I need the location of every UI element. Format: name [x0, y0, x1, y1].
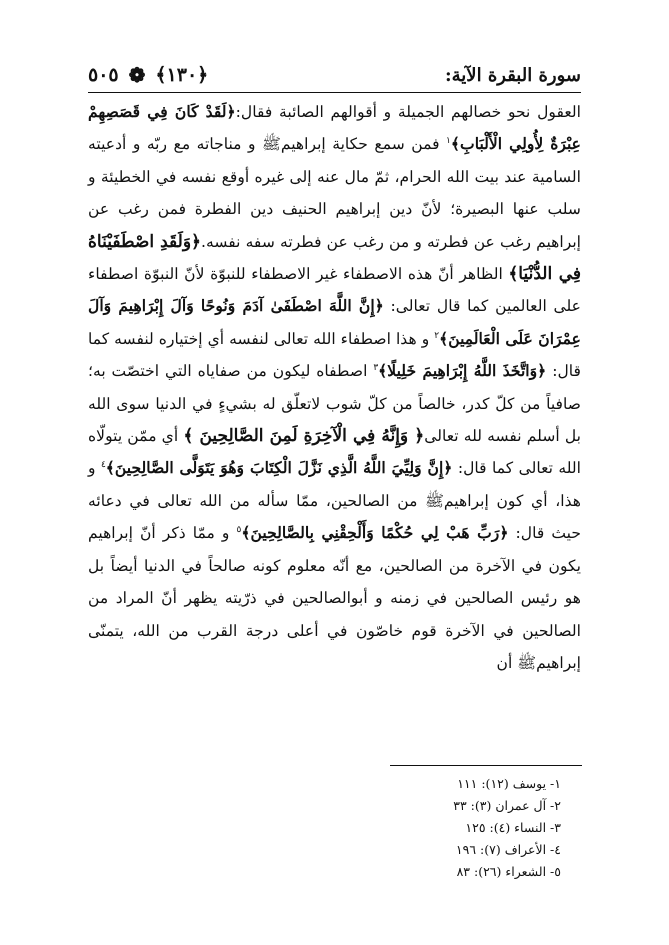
footnote-item: ٥- الشعراء (٢٦): ٨٣	[456, 864, 561, 879]
footnote-item: ٢- آل عمران (٣): ٣٣	[453, 798, 561, 813]
main-text	[88, 96, 581, 679]
quran-verse: ﴿لَقَدْ كَانَ فِي قَصَصِهِمْ عِبْرَةٌ لِأُولِي الْأَلْبَابِ﴾	[88, 102, 581, 154]
footnote-ref[interactable]: ١	[446, 136, 451, 147]
footnote-ref[interactable]: ٣	[373, 363, 379, 374]
text-span: و ممّا ذكر أنّ إبراهيم يكون في الآخرة من الصالحين، مع أنّه معلوم كونه صالحاً في الدنيا أيضاً بل هو رئيس الصالحين في زمنه و أبوالصالحين في ذرّيته يظهر أنّ المراد من الصالحين في الآخرة قوم خاصّون في أعلى درجة القرب من الله، يتمنّى إبراهيمﷺ أن	[88, 524, 581, 672]
header-title: سورة البقرة الآية:	[445, 64, 581, 86]
footnote-ref[interactable]: ٤	[100, 460, 106, 471]
header-meta	[88, 63, 208, 87]
footnote-ref[interactable]: ٥	[236, 525, 242, 536]
text-span: العقول نحو خصالهم الجميلة و أقوالهم الصائبة فقال:	[235, 103, 581, 121]
footnote-ref[interactable]: ٢	[434, 330, 440, 341]
footnote-item: ٤- الأعراف (٧): ١٩٦	[455, 842, 561, 857]
text-span: اصطفاه ليكون من صفاياه التي اختصّت به؛ صافياً من كلّ كدر، خالصاً من كلّ شوب لاتعلّق له بشيءٍ في الدنيا سوى الله بل أسلم نفسه لله تعالى	[88, 362, 582, 446]
quran-verse: ﴿وَاتَّخَذَ اللَّهُ إِبْرَاهِيمَ خَلِيلًا﴾	[378, 361, 547, 381]
text-span: فمن سمع حكاية إبراهيمﷺ و مناجاته مع ربّه و أدعيته السامية عند بيت الله الحرام، ثمّ مال عنه إلى غيره أوقع نفسه في الخطيئة و سلب عنها البصيرة؛ لأنّ دين إبراهيم الحنيف دين الفطرة فمن رغب عن إبراهيم رغب عن فطرته و من رغب عن فطرته سفه نفسه.	[88, 135, 582, 251]
quran-verse-main: ﴿وَلَقَدِ اصْطَفَيْنَاهُ فِي الدُّنْيَا﴾	[88, 231, 581, 285]
quran-verse: ﴿إِنَّ وَلِيِّيَ اللَّهُ الَّذِي نَزَّلَ الْكِتَابَ وَهُوَ يَتَوَلَّى الصَّالِحِينَ﴾	[105, 458, 453, 478]
footnote-divider	[390, 765, 582, 766]
text-span: و هذا، أي كون إبراهيمﷺ من الصالحين، ممّا سأله من الله تعالى في دعائه حيث قال:	[88, 459, 581, 543]
page-number: ٥٠٥	[88, 64, 119, 86]
quran-verse-main: ﴿ وَإِنَّهُ فِي الْآخِرَةِ لَمِنَ الصَّالِحِينَ ﴾	[183, 426, 425, 447]
verse-number: ﴿١٣٠﴾	[155, 64, 209, 86]
quran-verse: ﴿رَبِّ هَبْ لِي حُكْمًا وَأَلْحِقْنِي بِالصَّالِحِينَ﴾	[241, 523, 509, 543]
footnote-item: ١- يوسف (١٢): ١١١	[457, 776, 561, 791]
quran-verse: ﴿إِنَّ اللَّهَ اصْطَفَىٰ آدَمَ وَنُوحًا وَآلَ إِبْرَاهِيمَ وَآلَ عِمْرَانَ عَلَى الْعَالَمِينَ﴾	[88, 296, 581, 348]
flower-ornament-icon: ❁	[128, 63, 146, 87]
paragraph	[88, 96, 581, 679]
text-span: و هذا اصطفاء الله تعالى لنفسه أي إختياره لنفسه كما قال:	[88, 329, 581, 381]
page-header	[88, 58, 581, 93]
footnote-item: ٣- النساء (٤): ١٢٥	[465, 820, 561, 835]
footnotes	[300, 773, 581, 883]
text-span: أي ممّن يتولّاه الله تعالى كما قال:	[88, 427, 581, 478]
text-span: الظاهر أنّ هذه الاصطفاء غير الاصطفاء للنبوّة لأنّ النبوّة اصطفاء على العالمين كما قال تعالى:	[88, 265, 581, 316]
